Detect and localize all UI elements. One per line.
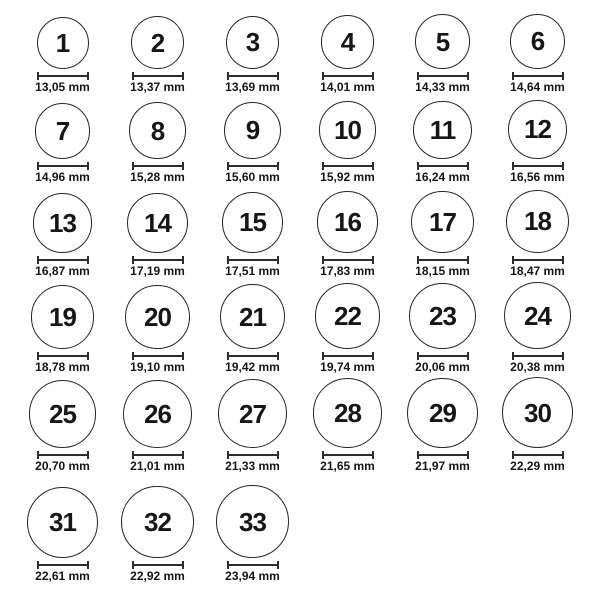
ring-circle <box>127 193 187 253</box>
ring-size-item <box>490 96 585 186</box>
ring-size-item <box>15 186 110 280</box>
diameter-label: 19,42 mm <box>225 360 280 374</box>
ring-size-item <box>490 2 585 96</box>
diameter-label: 22,29 mm <box>510 459 565 473</box>
chart-row <box>15 96 600 186</box>
diameter-label: 21,01 mm <box>130 459 185 473</box>
ring-size-item <box>395 280 490 376</box>
diameter-ruler-icon <box>132 561 184 569</box>
chart-row <box>15 376 600 475</box>
ring-circle <box>121 486 193 558</box>
diameter-ruler-icon <box>37 352 89 360</box>
diameter-label: 14,64 mm <box>510 80 565 94</box>
ring-size-number: 17 <box>429 206 456 237</box>
ring-size-number: 12 <box>524 114 551 145</box>
diameter-label: 16,24 mm <box>415 170 470 184</box>
diameter-ruler-icon <box>227 451 279 459</box>
diameter-label: 21,33 mm <box>225 459 280 473</box>
diameter-label: 17,19 mm <box>130 264 185 278</box>
ring-size-number: 26 <box>144 398 171 429</box>
ring-circle <box>220 284 285 349</box>
diameter-ruler-icon <box>417 162 469 170</box>
diameter-ruler-icon <box>227 162 279 170</box>
ring-size-number: 7 <box>55 116 70 147</box>
diameter-label: 20,70 mm <box>35 459 90 473</box>
ring-circle <box>313 378 383 448</box>
diameter-label: 22,61 mm <box>35 569 90 583</box>
ring-size-item <box>205 2 300 96</box>
diameter-ruler-icon <box>322 256 374 264</box>
diameter-label: 20,06 mm <box>415 360 470 374</box>
ring-size-number: 20 <box>144 301 171 332</box>
ring-size-item <box>110 96 205 186</box>
chart-row <box>15 280 600 376</box>
diameter-ruler-icon <box>227 256 279 264</box>
ring-size-number: 8 <box>150 115 165 146</box>
ring-circle <box>35 103 91 159</box>
diameter-label: 14,33 mm <box>415 80 470 94</box>
ring-size-item <box>395 96 490 186</box>
ring-circle <box>321 15 375 69</box>
diameter-label: 20,38 mm <box>510 360 565 374</box>
diameter-label: 18,15 mm <box>415 264 470 278</box>
ring-size-number: 15 <box>239 207 266 238</box>
ring-circle <box>506 190 569 253</box>
ring-size-number: 25 <box>49 399 76 430</box>
ring-size-number: 29 <box>429 397 456 428</box>
diameter-ruler-icon <box>37 561 89 569</box>
ring-size-number: 19 <box>49 302 76 333</box>
ring-size-item <box>205 280 300 376</box>
ring-size-number: 28 <box>334 398 361 429</box>
ring-circle <box>411 191 473 253</box>
ring-size-number: 11 <box>429 114 456 145</box>
ring-circle <box>222 192 283 253</box>
diameter-label: 15,60 mm <box>225 170 280 184</box>
diameter-ruler-icon <box>417 72 469 80</box>
diameter-ruler-icon <box>322 162 374 170</box>
ring-size-number: 10 <box>334 115 361 146</box>
ring-circle <box>315 283 381 349</box>
diameter-ruler-icon <box>322 72 374 80</box>
ring-size-item <box>490 376 585 475</box>
diameter-label: 13,37 mm <box>130 80 185 94</box>
diameter-label: 19,74 mm <box>320 360 375 374</box>
ring-size-number: 16 <box>334 207 361 238</box>
ring-size-number: 18 <box>524 206 551 237</box>
ring-size-number: 32 <box>144 506 171 537</box>
ring-circle <box>224 102 281 159</box>
diameter-ruler-icon <box>512 162 564 170</box>
ring-size-item <box>15 96 110 186</box>
ring-size-number: 21 <box>239 301 266 332</box>
ring-circle <box>129 102 186 159</box>
diameter-label: 16,56 mm <box>510 170 565 184</box>
diameter-ruler-icon <box>417 256 469 264</box>
ring-size-number: 27 <box>239 398 266 429</box>
ring-size-item <box>205 96 300 186</box>
diameter-ruler-icon <box>37 451 89 459</box>
ring-circle <box>27 487 99 559</box>
diameter-label: 18,47 mm <box>510 264 565 278</box>
ring-size-number: 24 <box>524 300 551 331</box>
diameter-label: 14,96 mm <box>35 170 90 184</box>
diameter-label: 18,78 mm <box>35 360 90 374</box>
diameter-label: 15,92 mm <box>320 170 375 184</box>
chart-row <box>15 475 600 585</box>
ring-size-item <box>395 376 490 475</box>
diameter-label: 17,51 mm <box>225 264 280 278</box>
ring-circle <box>407 378 477 448</box>
ring-size-number: 22 <box>334 301 361 332</box>
ring-size-number: 31 <box>49 507 76 538</box>
ring-circle <box>317 191 379 253</box>
diameter-ruler-icon <box>132 162 184 170</box>
diameter-label: 21,65 mm <box>320 459 375 473</box>
ring-circle <box>409 283 475 349</box>
diameter-ruler-icon <box>417 451 469 459</box>
ring-size-item <box>110 186 205 280</box>
diameter-label: 13,05 mm <box>35 80 90 94</box>
diameter-ruler-icon <box>132 451 184 459</box>
ring-circle <box>37 17 89 69</box>
diameter-ruler-icon <box>512 451 564 459</box>
ring-size-item <box>300 96 395 186</box>
ring-circle <box>123 380 191 448</box>
ring-size-number: 23 <box>429 300 456 331</box>
ring-size-number: 3 <box>245 27 260 58</box>
ring-size-item <box>15 2 110 96</box>
diameter-label: 23,94 mm <box>225 569 280 583</box>
diameter-ruler-icon <box>322 352 374 360</box>
ring-size-item <box>110 280 205 376</box>
ring-size-number: 1 <box>55 28 70 58</box>
chart-row <box>15 186 600 280</box>
ring-circle <box>218 379 287 448</box>
ring-circle <box>413 101 472 160</box>
diameter-ruler-icon <box>132 72 184 80</box>
ring-size-number: 9 <box>245 115 260 146</box>
ring-size-item <box>300 186 395 280</box>
ring-circle <box>33 193 93 253</box>
ring-size-number: 13 <box>49 208 76 239</box>
ring-circle <box>502 377 573 448</box>
ring-circle <box>415 14 470 69</box>
ring-circle <box>125 285 189 349</box>
diameter-ruler-icon <box>512 72 564 80</box>
ring-size-item <box>15 280 110 376</box>
ring-circle <box>510 14 565 69</box>
ring-size-number: 14 <box>144 207 171 238</box>
ring-size-item <box>110 376 205 475</box>
diameter-ruler-icon <box>512 256 564 264</box>
ring-size-item <box>205 376 300 475</box>
diameter-label: 16,87 mm <box>35 264 90 278</box>
diameter-ruler-icon <box>227 352 279 360</box>
ring-circle <box>504 282 571 349</box>
diameter-ruler-icon <box>227 561 279 569</box>
ring-size-number: 33 <box>239 506 266 537</box>
ring-size-item <box>490 186 585 280</box>
ring-circle <box>319 101 377 159</box>
diameter-label: 19,10 mm <box>130 360 185 374</box>
ring-size-item <box>205 186 300 280</box>
ring-size-item <box>15 376 110 475</box>
ring-circle <box>31 285 95 349</box>
ring-size-item <box>15 475 110 585</box>
ring-size-number: 2 <box>150 27 165 58</box>
ring-size-item <box>395 2 490 96</box>
diameter-ruler-icon <box>37 72 89 80</box>
diameter-label: 15,28 mm <box>130 170 185 184</box>
ring-circle <box>216 485 289 558</box>
diameter-ruler-icon <box>37 256 89 264</box>
ring-circle <box>508 100 567 159</box>
ring-size-item <box>490 280 585 376</box>
ring-circle <box>29 380 97 448</box>
diameter-label: 13,69 mm <box>225 80 280 94</box>
ring-size-number: 30 <box>524 397 551 428</box>
ring-size-number: 5 <box>435 26 450 57</box>
ring-size-item <box>300 280 395 376</box>
diameter-ruler-icon <box>322 451 374 459</box>
diameter-ruler-icon <box>132 256 184 264</box>
diameter-ruler-icon <box>227 72 279 80</box>
ring-size-item <box>300 376 395 475</box>
diameter-ruler-icon <box>512 352 564 360</box>
diameter-label: 17,83 mm <box>320 264 375 278</box>
diameter-ruler-icon <box>417 352 469 360</box>
ring-circle <box>131 16 184 69</box>
ring-size-number: 6 <box>530 26 545 57</box>
ring-size-item <box>395 186 490 280</box>
ring-size-item <box>300 2 395 96</box>
diameter-ruler-icon <box>37 162 89 170</box>
ring-circle <box>226 16 279 69</box>
ring-size-item <box>205 475 300 585</box>
diameter-label: 21,97 mm <box>415 459 470 473</box>
ring-size-number: 4 <box>340 27 355 58</box>
ring-size-item <box>110 2 205 96</box>
ring-size-item <box>110 475 205 585</box>
chart-row <box>15 2 600 96</box>
diameter-label: 22,92 mm <box>130 569 185 583</box>
diameter-ruler-icon <box>132 352 184 360</box>
diameter-label: 14,01 mm <box>320 80 375 94</box>
ring-size-grid <box>15 2 600 585</box>
